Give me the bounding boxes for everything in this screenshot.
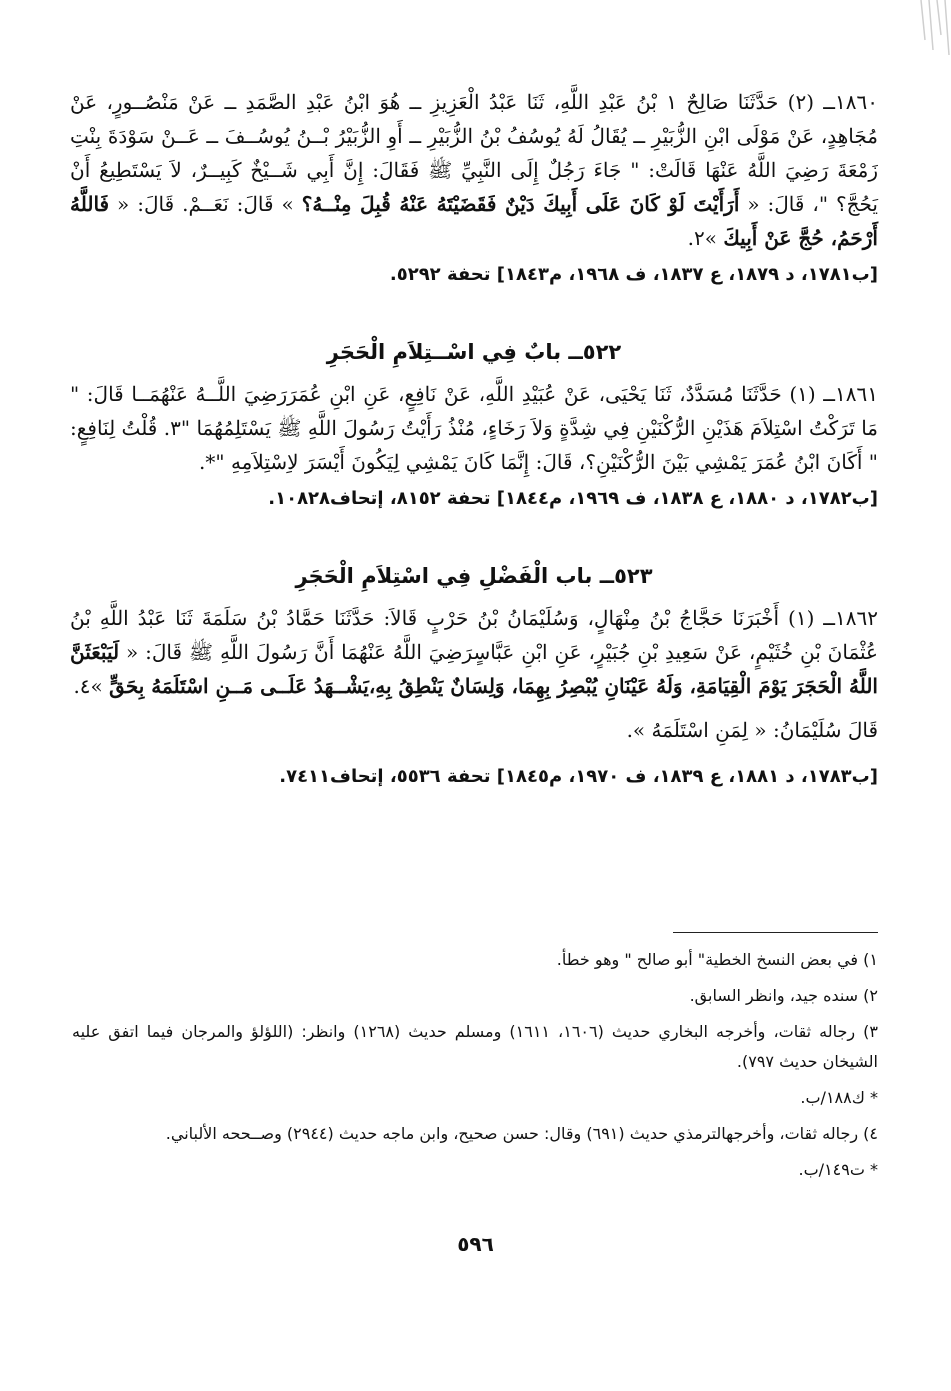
chapter-523-heading: ٥٢٣ــ باب الْفَضْلِ فِي اسْتِلاَمِ الْحَجَرِ — [295, 564, 653, 588]
hadith-1862-intro: ١٨٦٢ــ (١) أَخْبَرَنَا حَجَّاجُ بْنُ مِنْهَالٍ، وَسُلَيْمَانُ بْنُ حَرْبٍ قَالاَ: حَدَّثَنَا حَمَّادُ بْنُ سَلَمَةَ ثَنَا عَبْدُ اللَّهِ بْنُ عُثْمَانَ بْنِ خُثَيْمٍ، عَنْ سَعِيدِ بْنِ جُبَيْرٍ، عَنِ ابْنِ عَبَّاسٍرَضِيَ اللَّهُ عَنْهُمَا أَنَّ رَسُولَ اللَّهِ ﷺ قَالَ: « — [70, 606, 878, 664]
footnote-3: ٣) رجاله ثقات، وأخرجه البخاري حديث (١٦٠٦، ١٦١١) ومسلم حديث (١٢٦٨) وانظر: (اللؤلؤ والمرجان فيما اتفق عليه الشيخان حديث ٧٩٧). — [72, 1022, 878, 1071]
hadith-1860-mid: » قَالَ: نَعَــمْ. قَالَ: « — [109, 192, 302, 216]
main-text — [70, 85, 878, 793]
hadith-1860-references: [ب١٧٨١، د ١٨٧٩، ع ١٨٣٧، ف ١٩٦٨، م١٨٤٣] تحفة ٥٢٩٢. — [389, 264, 878, 285]
hadith-1862-sulayman-note: قَالَ سُلَيْمَانُ: « لِمَنِ اسْتَلَمَهُ ». — [626, 718, 878, 742]
hadith-1862 — [70, 601, 878, 703]
footnotes — [72, 945, 878, 1191]
hadith-1862-references: [ب١٧٨٣، د ١٨٨١، ع ١٨٣٩، ف ١٩٧٠، م١٨٤٥] تحفة ٥٥٣٦، إتحاف٧٤١١. — [279, 766, 878, 787]
hadith-1862-end: »٤. — [73, 674, 110, 698]
page-number: ٥٩٦ — [457, 1232, 494, 1256]
hadith-1860-prophet-answer: فَاللَّهُ أَرْحَمُ، حُجَّ عَنْ أَبِيكَ — [70, 192, 878, 250]
hadith-1860 — [70, 85, 878, 255]
chapter-522-heading: ٥٢٢ــ بابٌ فِي اسْــتِلاَمِ الْحَجَرِ — [326, 340, 622, 364]
hadith-1860-prophet-question: أَرَأَيْتَ لَوْ كَانَ عَلَى أَبِيكَ دَيْنٌ فَقَضَيْتَهُ عَنْهُ قُبِلَ مِنْــهُ؟ — [301, 192, 740, 216]
hadith-1861: ١٨٦١ــ (١) حَدَّثَنَا مُسَدَّدٌ، ثَنَا يَحْيَى، عَنْ عُبَيْدِ اللَّهِ، عَنْ نَافِعٍ، عَنِ ابْنِ عُمَرَرَضِيَ اللَّــهُ عَنْهُمَــا قَالَ: " مَا تَرَكْتُ اسْتِلاَمَ هَذَيْنِ الرُّكْنَيْنِ فِي شِدَّةٍ وَلاَ رَخَاءٍ، مُنْذُ رَأَيْتُ رَسُولَ اللَّهِ ﷺ يَسْتَلِمُهُمَا "٣. قُلْتُ لِنَافِعٍ: " أَكَانَ ابْنُ عُمَرَ يَمْشِي بَيْنَ الرُّكْنَيْنِ؟، قَالَ: إِنَّمَا كَانَ يَمْشِي لِيَكُونَ أَيْسَرَ لاِسْتِلاَمِهِ "*. — [70, 382, 878, 474]
footnote-4: ٤) رجاله ثقات، وأخرجهالترمذي حديث (٦٩١) وقال: حسن صحيح، وابن ماجه حديث (٢٩٤٤) وصــححه الألباني. — [165, 1124, 878, 1143]
manuscript-marker-2: * ت١٤٩/ب. — [798, 1160, 878, 1179]
footnote-1: ١) في بعض النسخ الخطية" أبو صالح " وهو خطأ. — [556, 950, 878, 969]
hadith-1861-references: [ب١٧٨٢، د ١٨٨٠، ع ١٨٣٨، ف ١٩٦٩، م١٨٤٤] تحفة ٨١٥٢، إتحاف١٠٨٢٨. — [268, 488, 878, 509]
footnote-separator — [673, 932, 878, 933]
manuscript-marker-1: * ك١٨٨/ب. — [800, 1088, 878, 1107]
hadith-1862-prophet-saying: لَيَبْعَثَنَّ اللَّهُ الْحَجَرَ يَوْمَ الْقِيَامَةِ، وَلَهُ عَيْنَانِ يُبْصِرُ بِهِمَا، وَلِسَانٌ يَنْطِقُ بِهِ،يَشْــهَدُ عَلَــى مَــنِ اسْتَلَمَهُ بِحَقٍّ — [70, 640, 878, 698]
hadith-1860-end: »٢. — [687, 226, 724, 250]
footnote-2: ٢) سنده جيد، وانظر السابق. — [689, 986, 878, 1005]
scan-corner-mark — [911, 0, 951, 60]
hadith-1860-intro: ١٨٦٠ــ (٢) حَدَّثَنَا صَالِحٌ ١ بْنُ عَبْدِ اللَّهِ، ثَنَا عَبْدُ الْعَزِيزِ ــ هُوَ ابْنُ عَبْدِ الصَّمَدِ ــ عَنْ مَنْصُــورٍ، عَنْ مُجَاهِدٍ، عَنْ مَوْلَى ابْنِ الزُّبَيْرِ ــ يُقَالُ لَهُ يُوسُفُ بْنُ الزُّبَيْرِ ــ أَوِ الزُّبَيْرُ بْــنُ يُوسُــفَ ــ عَــنْ سَوْدَةَ بِنْتِ زَمْعَةَ رَضِيَ اللَّهُ عَنْهَا قَالَتْ: " جَاءَ رَجُلٌ إِلَى النَّبِيِّ ﷺ فَقَالَ: إِنَّ أَبِي شَــيْخٌ كَبِيــرٌ، لاَ يَسْتَطِيعُ أَنْ يَحُجَّ؟ "، قَالَ: « — [70, 90, 878, 216]
